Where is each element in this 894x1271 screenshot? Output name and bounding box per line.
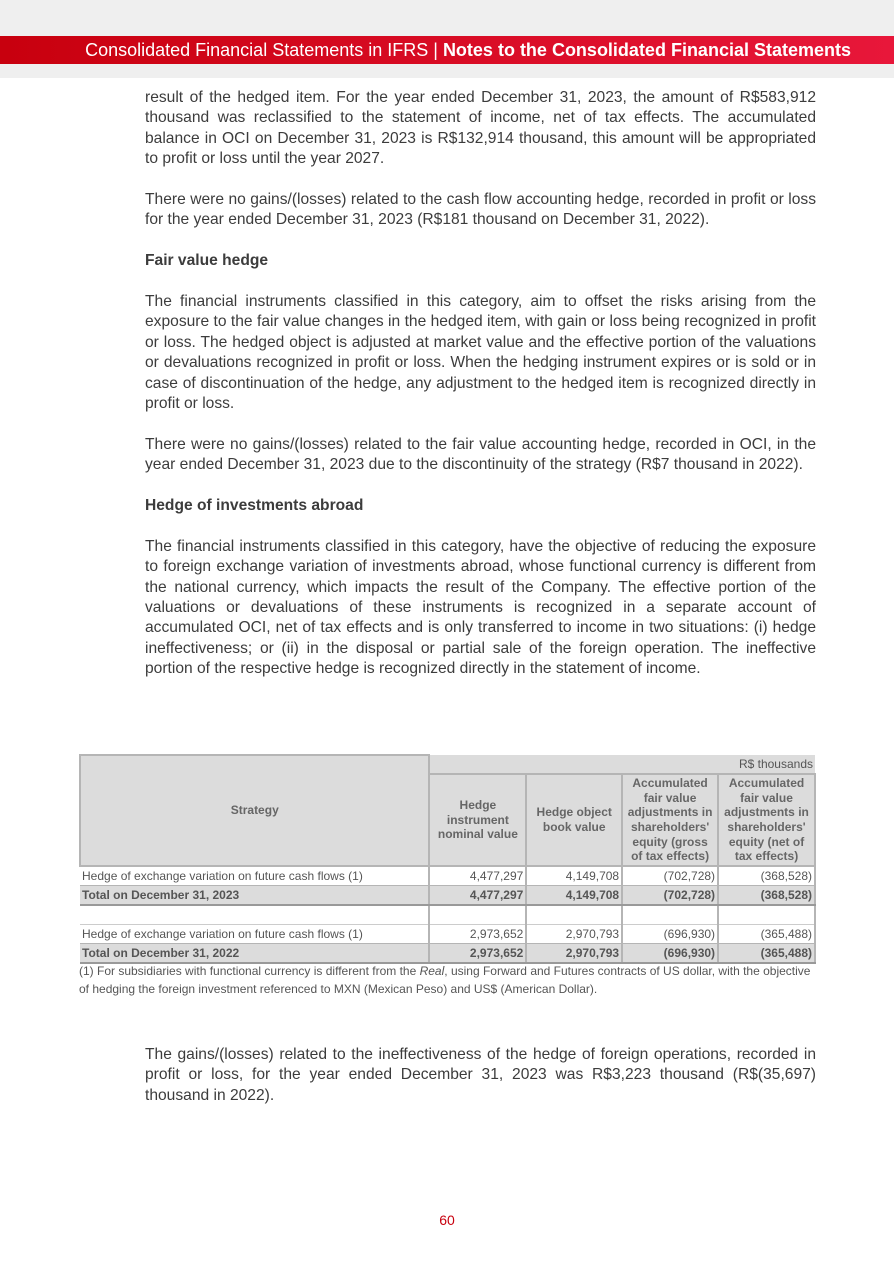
cell: (365,488) <box>718 925 815 944</box>
table-row <box>80 866 815 886</box>
hedge-table <box>79 754 816 964</box>
header-section: Consolidated Financial Statements in IFRS <box>85 40 429 60</box>
cell-strategy: Total on December 31, 2023 <box>80 886 429 906</box>
cell: (696,930) <box>622 925 718 944</box>
closing-paragraph: The gains/(losses) related to the ineffectiveness of the hedge of foreign operations, recorded in profit or loss, for the year ended December 31, 2023 was R$3,223 thousand (R$(35,697) thousand in 2022). <box>145 1046 816 1104</box>
cell-strategy: Hedge of exchange variation on future cash flows (1) <box>80 925 429 944</box>
footnote-text: , using Forward and Futures contracts of US dollar, with the objective of hedging the foreign investment referenced to MXN (Mexican Peso) and US$ (American Dollar). <box>79 964 811 996</box>
header-underbar <box>0 64 894 78</box>
cell: (365,488) <box>718 944 815 964</box>
paragraph: There were no gains/(losses) related to the cash flow accounting hedge, recorded in profit or loss for the year ended December 31, 2023 (R$181 thousand on December 31, 2022). <box>145 191 816 229</box>
cell: 2,973,652 <box>429 925 526 944</box>
top-margin <box>0 0 894 36</box>
total-row <box>80 886 815 906</box>
cell: 2,970,793 <box>526 925 622 944</box>
header-net: Accumulated fair value adjustments in shareholders' equity (net of tax effects) <box>718 774 815 866</box>
cell: (702,728) <box>622 886 718 906</box>
header-book: Hedge object book value <box>526 774 622 866</box>
cell: 4,477,297 <box>429 866 526 886</box>
footnote-italic: Real <box>419 964 445 978</box>
footnote-text: (1) For subsidiaries with functional currency is different from the <box>79 964 420 978</box>
cell-strategy: Hedge of exchange variation on future cash flows (1) <box>80 866 429 886</box>
cell: 2,970,793 <box>526 944 622 964</box>
paragraph: The financial instruments classified in this category, aim to offset the risks arising from the exposure to the fair value changes in the hedged item, with gain or loss being recognized in profit or loss. The hedged object is adjusted at market value and the effective portion of the valuations or devaluations recognized in profit or loss. When the hedging instrument expires or is sold or in case of discontinuation of the hedge, any adjustment to the hedged item is recognized directly in profit or loss. <box>145 293 816 413</box>
header-separator: | <box>428 40 443 60</box>
header-title: Notes to the Consolidated Financial Statements <box>442 40 851 60</box>
paragraph: There were no gains/(losses) related to the fair value accounting hedge, recorded in OCI, in the year ended December 31, 2023 due to the discontinuity of the strategy (R$7 thousand in 2022). <box>145 435 816 474</box>
header-gross: Accumulated fair value adjustments in shareholders' equity (gross of tax effects) <box>622 774 718 866</box>
cell: 2,973,652 <box>429 944 526 964</box>
unit-label: R$ thousands <box>429 755 815 774</box>
page-header <box>0 36 894 64</box>
table-row <box>80 925 815 944</box>
cell: (702,728) <box>622 866 718 886</box>
header-strategy: Strategy <box>80 755 429 866</box>
paragraph: result of the hedged item. For the year ended December 31, 2023, the amount of R$583,912 thousand was reclassified to the statement of income, net of tax effects. The accumulated balance in OCI on December 31, 2023 is R$132,914 thousand, this amount will be appropriated to profit or loss until the year 2027. <box>145 89 816 168</box>
total-row <box>80 944 815 964</box>
cell: 4,149,708 <box>526 886 622 906</box>
cell-strategy: Total on December 31, 2022 <box>80 944 429 964</box>
paragraph: The financial instruments classified in this category, have the objective of reducing the exposure to foreign exchange variation of investments abroad, whose functional currency is different from the national currency, which impacts the result of the Company. The effective portion of the valuations or devaluations of these instruments is recognized in a separate account of accumulated OCI, net of tax effects and is only transferred to income in two situations: (i) hedge ineffectiveness; or (ii) in the disposal or partial sale of the foreign operation. The ineffective portion of the respective hedge is recognized directly in the statement of income. <box>145 537 816 678</box>
body-text <box>145 88 816 700</box>
cell: 4,477,297 <box>429 886 526 906</box>
cell: (368,528) <box>718 866 815 886</box>
cell: 4,149,708 <box>526 866 622 886</box>
table-footnote <box>79 962 819 998</box>
header-nominal: Hedge instrument nominal value <box>429 774 526 866</box>
cell: (368,528) <box>718 886 815 906</box>
cell: (696,930) <box>622 944 718 964</box>
section-heading: Fair value hedge <box>145 252 269 270</box>
page-number: 60 <box>439 1212 455 1228</box>
spacer-row <box>80 905 815 925</box>
section-heading: Hedge of investments abroad <box>145 497 364 515</box>
